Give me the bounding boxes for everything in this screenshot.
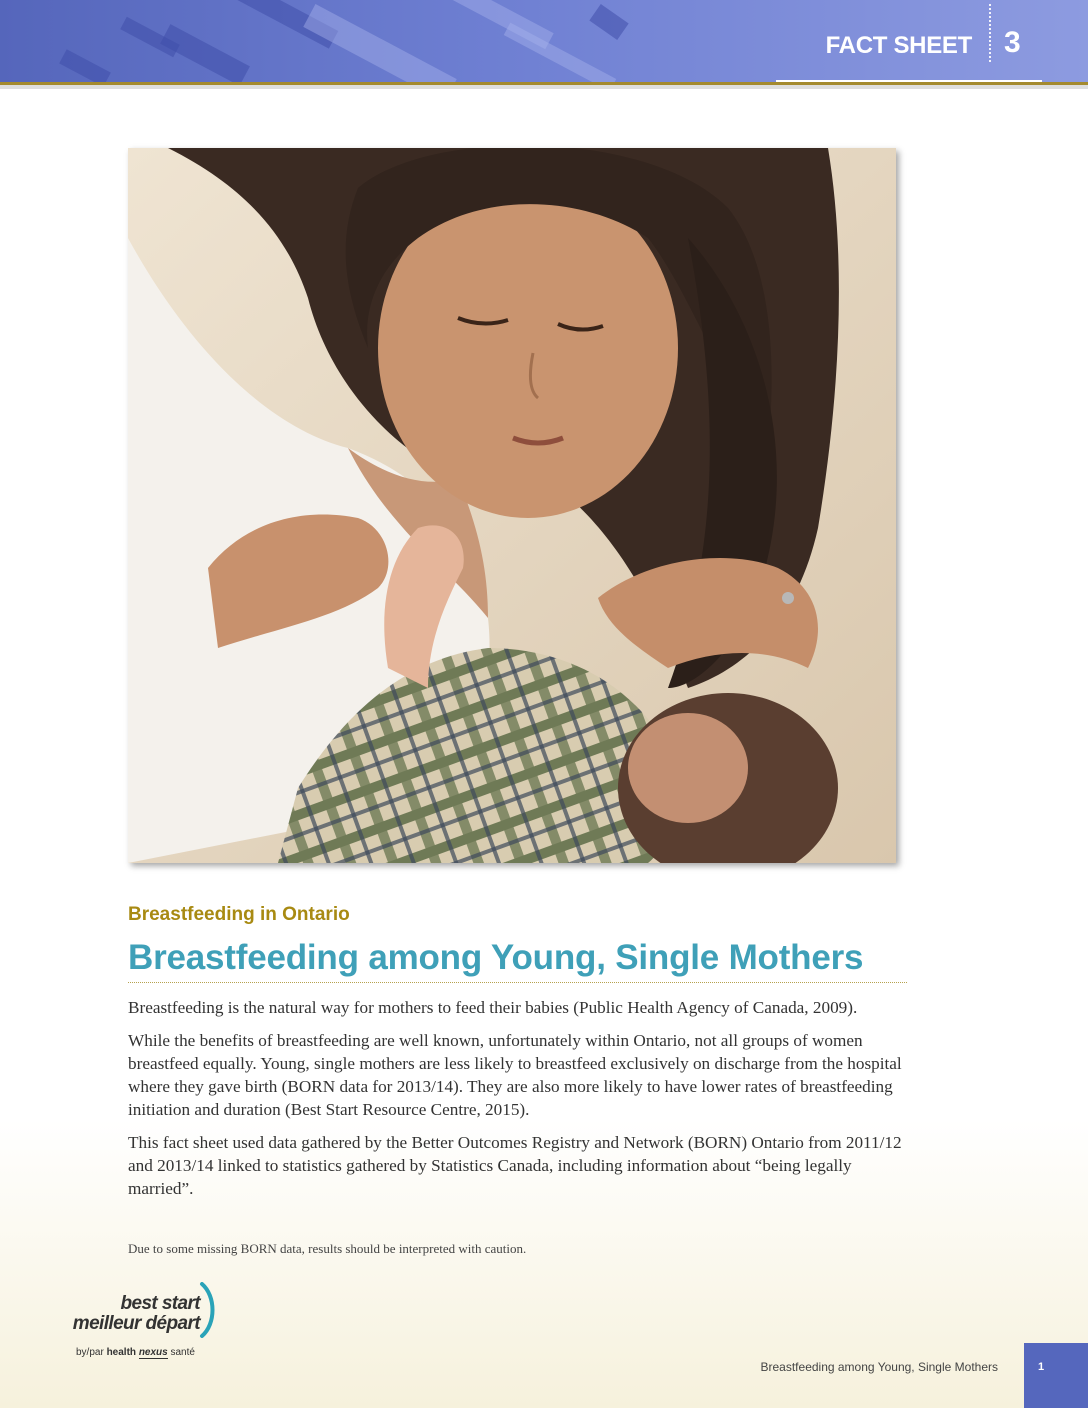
- paragraph: While the benefits of breastfeeding are well known, unfortunately within Ontario, not all groups of women breastfeed equally. Young, single mothers are less likely to breastfeed exclusively on discharge from the hospital where they gave birth (BORN data for 2013/14). They are also more likely to have lower rates of breastfeeding initiation and duration (Best Start Resource Centre, 2015).: [128, 1031, 902, 1119]
- banner-divider: [989, 4, 991, 62]
- page-number-box: [1024, 1343, 1088, 1408]
- banner-decoration: [589, 4, 628, 40]
- caution-note: Due to some missing BORN data, results should be interpreted with caution.: [128, 1241, 527, 1256]
- header-banner: [0, 0, 1088, 82]
- logo-text-english: best start: [120, 1293, 200, 1314]
- fact-sheet-number: 3: [1004, 26, 1021, 59]
- fact-sheet-label: FACT SHEET: [825, 32, 972, 59]
- banner-decoration: [59, 49, 111, 82]
- logo-byline: [76, 1347, 195, 1358]
- section-kicker: Breastfeeding in Ontario: [128, 904, 350, 925]
- paragraph: Breastfeeding is the natural way for mothers to feed their babies (Public Health Agency of Canada, 2009).: [128, 998, 858, 1017]
- logo-byline-health: health: [106, 1347, 137, 1358]
- logo-byline-prefix: by/par: [76, 1347, 107, 1358]
- paragraph: This fact sheet used data gathered by the Better Outcomes Registry and Network (BORN) Ontario from 2011/12 and 2013/14 linked to statistics gathered by Statistics Canada, including information about “being legally married”.: [128, 1133, 902, 1198]
- logo-text-french: meilleur départ: [72, 1313, 200, 1334]
- banner-decoration: [504, 23, 617, 82]
- page-title: Breastfeeding among Young, Single Mothers: [128, 938, 864, 977]
- footer-title: Breastfeeding among Young, Single Mothers: [760, 1360, 998, 1374]
- title-divider: [128, 982, 907, 983]
- article-body: [128, 996, 918, 1210]
- mother-breastfeeding-baby-photo: [128, 148, 896, 863]
- header-gray-rule: [0, 85, 1088, 89]
- page-number: 1: [1038, 1361, 1045, 1373]
- best-start-parenthesis-icon: [196, 1282, 220, 1338]
- logo-byline-nexus: nexus: [138, 1347, 168, 1358]
- logo-byline-sante: santé: [170, 1347, 195, 1358]
